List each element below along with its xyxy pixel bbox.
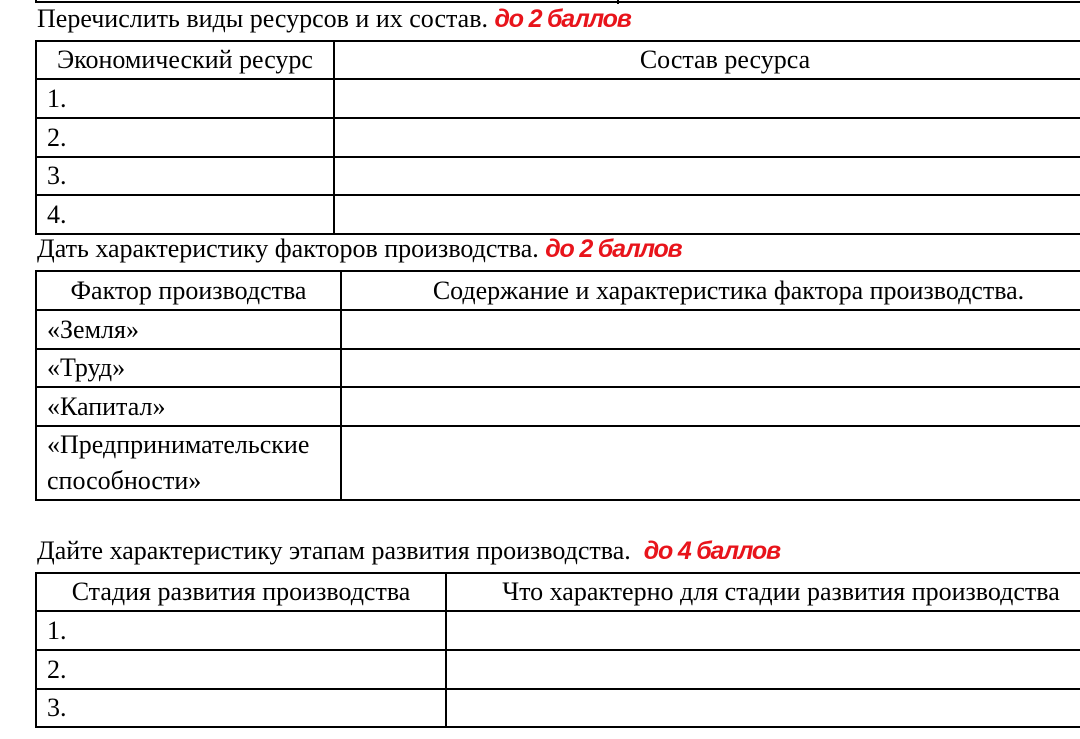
section-3-points: до 4 баллов: [643, 537, 780, 565]
row-label: 2.: [36, 118, 334, 157]
table-row: [36, 349, 1080, 387]
row-label: «Капитал»: [36, 387, 341, 426]
answer-cell[interactable]: [341, 349, 1080, 387]
row-label: 3.: [36, 689, 446, 727]
header-resource-composition: Состав ресурса: [334, 41, 1080, 79]
section-3-title: Дайте характеристику этапам развития производства.: [37, 536, 631, 565]
section-2-heading: [37, 234, 681, 264]
answer-cell[interactable]: [341, 426, 1080, 500]
table-row: [36, 310, 1080, 349]
table-header-row: [36, 271, 1080, 310]
table-row: [36, 689, 1080, 727]
answer-cell[interactable]: [446, 689, 1080, 727]
row-label: «Земля»: [36, 310, 341, 349]
answer-cell[interactable]: [334, 118, 1080, 157]
factors-table: [35, 270, 1080, 501]
section-1-title: Перечислить виды ресурсов и их состав.: [37, 4, 488, 33]
section-1-points: до 2 баллов: [494, 5, 631, 33]
section-2-title: Дать характеристику факторов производства.: [37, 234, 539, 263]
table-row: [36, 195, 1080, 234]
row-label: «Предпринимательские способности»: [36, 426, 341, 500]
table-row: [36, 426, 1080, 500]
table-row: [36, 157, 1080, 195]
header-stage-characteristics: Что характерно для стадии развития производства: [446, 573, 1080, 611]
table-row: [36, 611, 1080, 650]
previous-table-bottom-border: [35, 0, 1080, 3]
answer-cell[interactable]: [446, 611, 1080, 650]
resources-table: [35, 40, 1080, 235]
answer-cell[interactable]: [446, 650, 1080, 689]
row-label: 2.: [36, 650, 446, 689]
answer-cell[interactable]: [341, 387, 1080, 426]
table-row: [36, 118, 1080, 157]
row-label: «Труд»: [36, 349, 341, 387]
answer-cell[interactable]: [334, 157, 1080, 195]
stages-table: [35, 572, 1080, 728]
row-label: 1.: [36, 611, 446, 650]
section-3-heading: [37, 536, 780, 566]
header-development-stage: Стадия развития производства: [36, 573, 446, 611]
row-label: 1.: [36, 79, 334, 118]
table-row: [36, 79, 1080, 118]
table-row: [36, 387, 1080, 426]
answer-cell[interactable]: [341, 310, 1080, 349]
table-header-row: [36, 573, 1080, 611]
row-label: 3.: [36, 157, 334, 195]
row-label: 4.: [36, 195, 334, 234]
answer-cell[interactable]: [334, 79, 1080, 118]
header-factor-content: Содержание и характеристика фактора производства.: [341, 271, 1080, 310]
section-1-heading: [37, 4, 631, 34]
table-row: [36, 650, 1080, 689]
table-header-row: [36, 41, 1080, 79]
section-2-points: до 2 баллов: [545, 235, 682, 263]
header-economic-resource: Экономический ресурс: [36, 41, 334, 79]
answer-cell[interactable]: [334, 195, 1080, 234]
header-production-factor: Фактор производства: [36, 271, 341, 310]
